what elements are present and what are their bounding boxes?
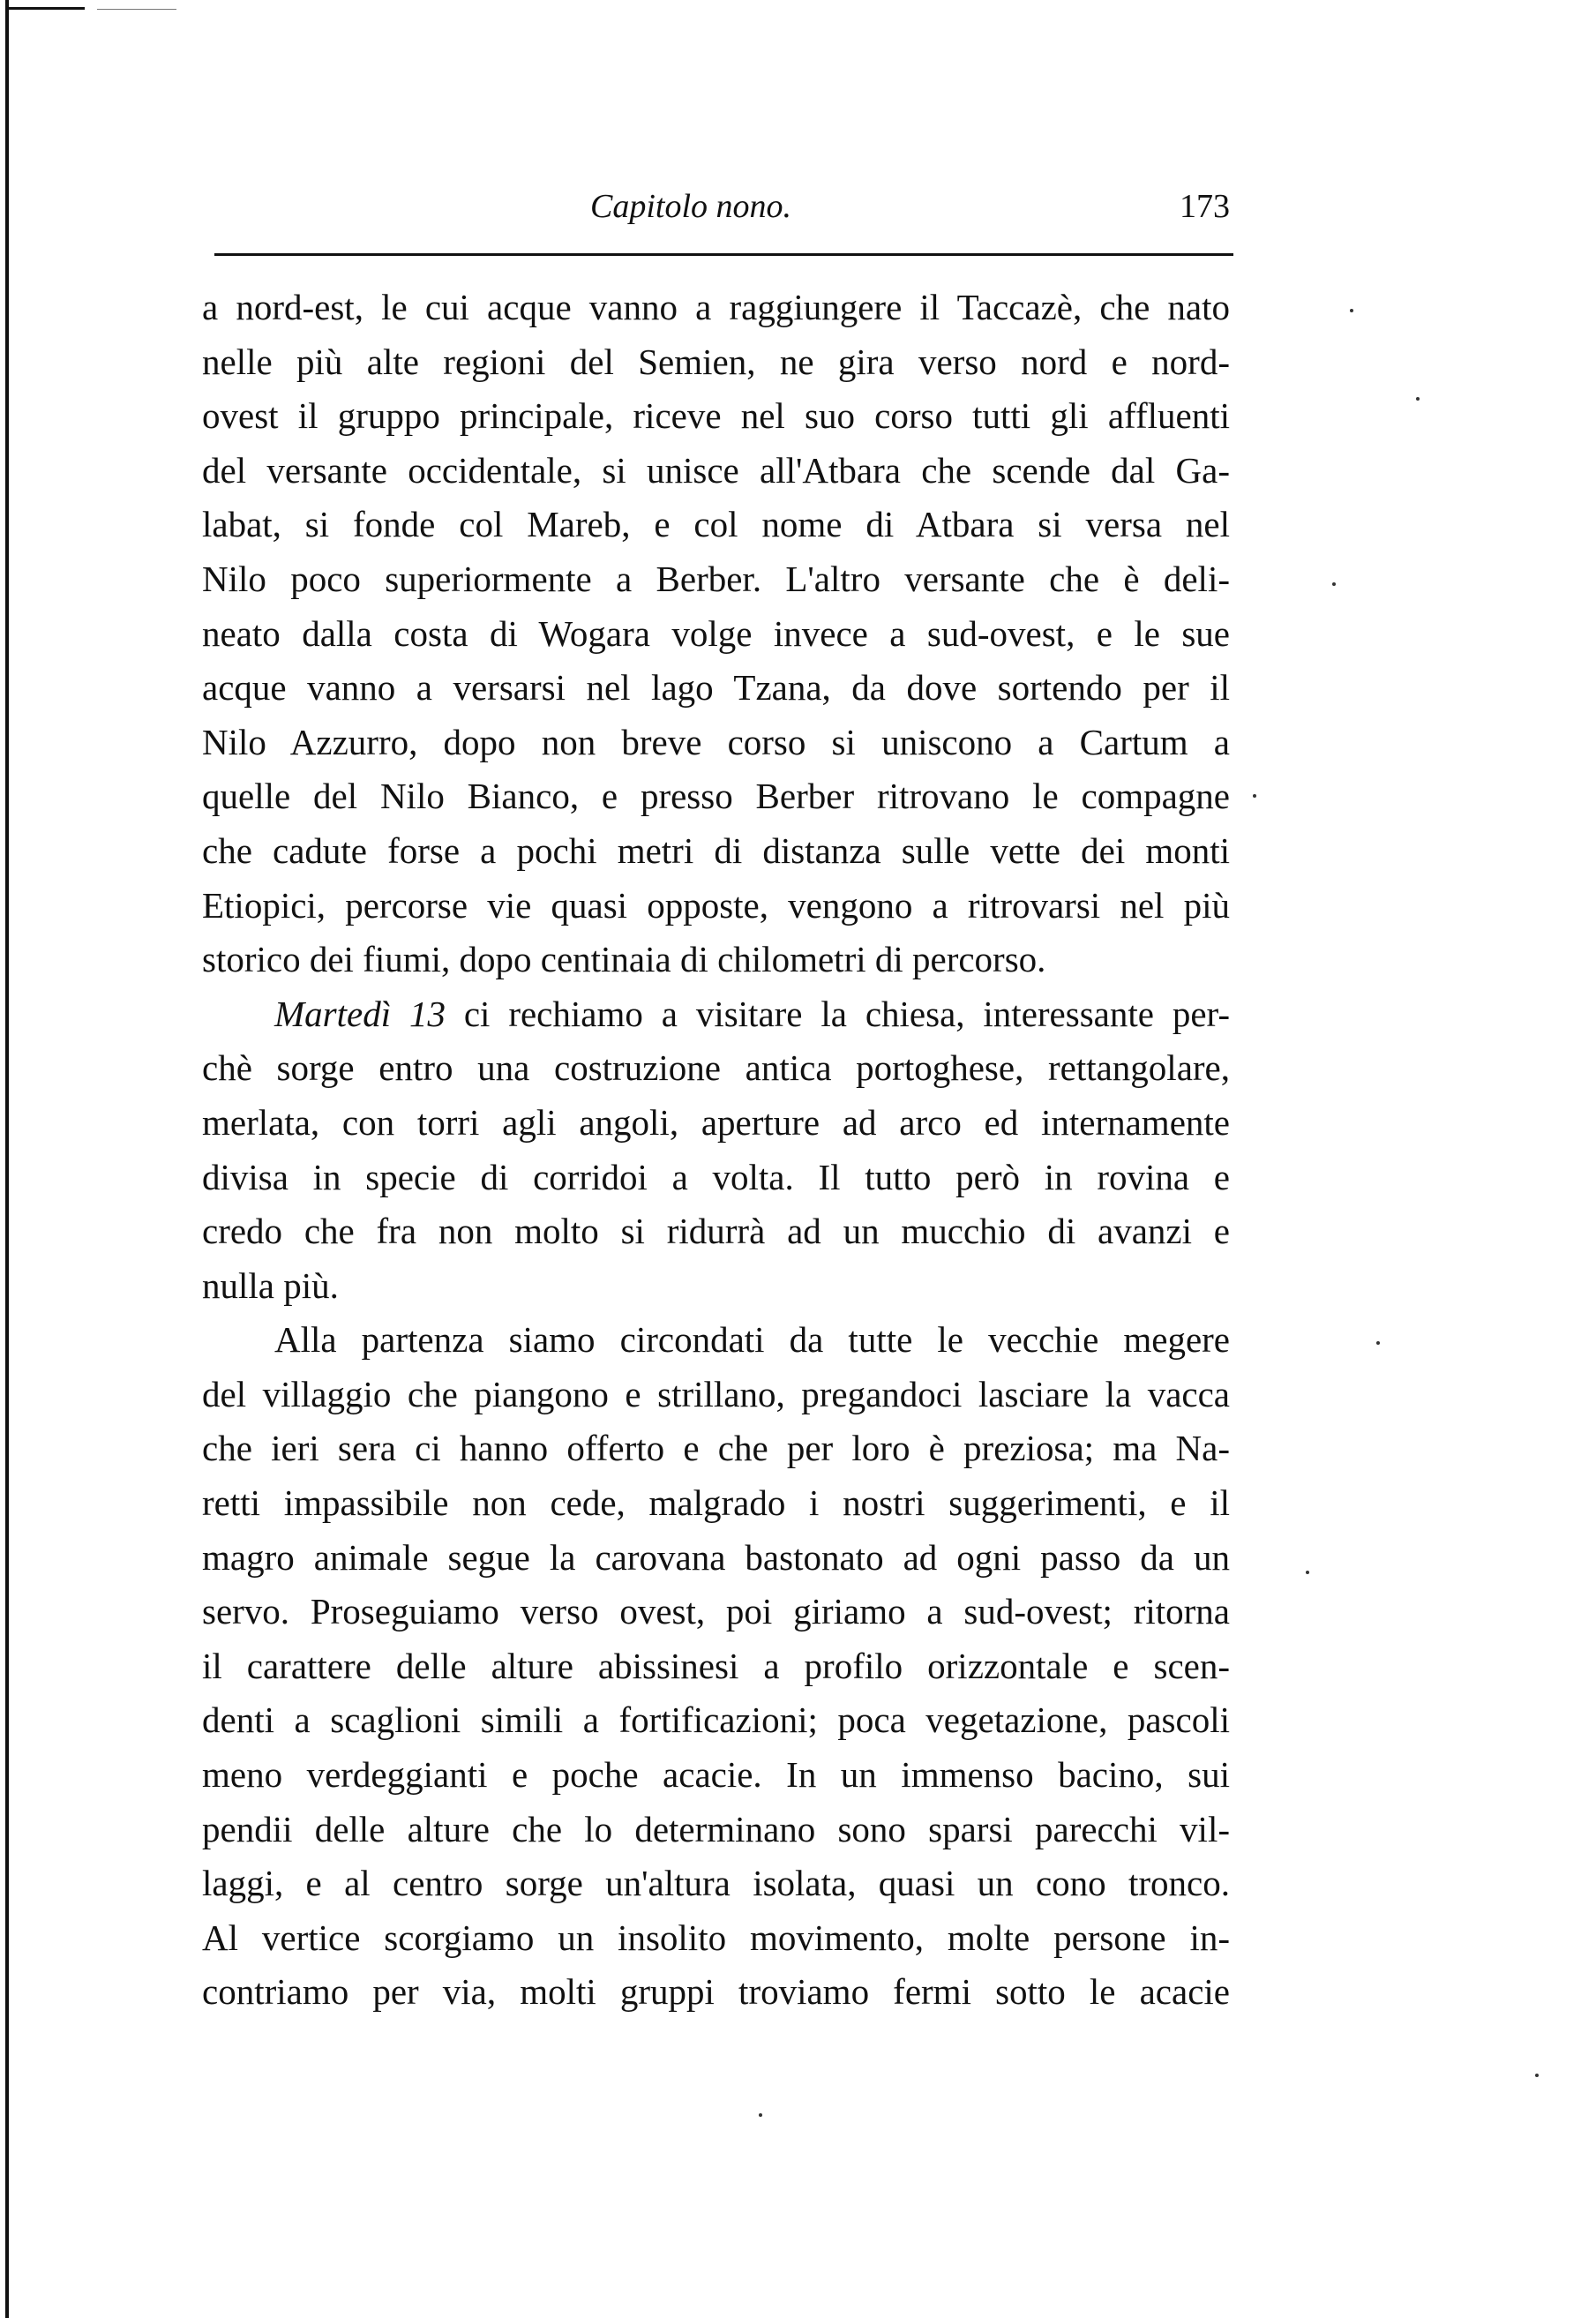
text-line: nulla più.: [202, 1264, 339, 1306]
text-line: neato dalla costa di Wogara volge invece a sud-ovest, e le sue: [202, 612, 1230, 654]
text-line: acque vanno a versarsi nel lago Tzana, da dove sortendo per il: [202, 667, 1230, 709]
page-number: 173: [1180, 188, 1230, 225]
text-line: il carattere delle alture abissinesi a profilo orizzontale e scen-: [202, 1645, 1230, 1686]
text-line: chè sorge entro una costruzione antica portoghese, rettangolare,: [202, 1047, 1230, 1089]
text-line: storico dei fiumi, dopo centinaia di chilometri di percorso.: [202, 939, 1046, 980]
scan-speck: [1350, 309, 1353, 312]
text-line: magro animale segue la carovana bastonato ad ogni passo da un: [202, 1536, 1230, 1578]
text-line: a nord-est, le cui acque vanno a raggiungere il Taccazè, che nato: [202, 287, 1230, 327]
scan-speck: [1253, 794, 1256, 798]
scan-edge-line: [5, 0, 9, 2318]
text-line: che cadute forse a pochi metri di distanza sulle vette dei monti: [202, 829, 1230, 871]
text-line: che ieri sera ci hanno offerto e che per loro è preziosa; ma Na-: [202, 1428, 1230, 1469]
text-line: divisa in specie di corridoi a volta. Il tutto però in rovina e: [202, 1156, 1230, 1197]
text-line: meno verdeggianti e poche acacie. In un immenso bacino, sui: [202, 1754, 1230, 1796]
text-line: Nilo poco superiormente a Berber. L'altro versante che è deli-: [202, 558, 1230, 599]
text-line: nelle più alte regioni del Semien, ne gira verso nord e nord-: [202, 341, 1230, 382]
text-line: ovest il gruppo principale, riceve nel suo corso tutti gli affluenti: [202, 395, 1230, 437]
text-line: quelle del Nilo Bianco, e presso Berber ritrovano le compagne: [202, 776, 1230, 817]
scan-speck: [1306, 1571, 1309, 1574]
running-header: [202, 187, 1230, 231]
text-line: Alla partenza siamo circondati da tutte le vecchie megere: [274, 1319, 1230, 1361]
text-line: servo. Proseguiamo verso ovest, poi giriamo a sud-ovest; ritorna: [202, 1591, 1230, 1632]
scan-edge-mark: [5, 7, 85, 10]
text-line: del villaggio che piangono e strillano, pregandoci lasciare la vacca: [202, 1373, 1230, 1414]
page-body: [202, 281, 1230, 2020]
text-line: Etiopici, percorse vie quasi opposte, vengono a ritrovarsi nel più: [202, 884, 1230, 926]
text-line: laggi, e al centro sorge un'altura isolata, quasi un cono tronco.: [202, 1863, 1230, 1904]
text-line: retti impassibile non cede, malgrado i nostri suggerimenti, e il: [202, 1482, 1230, 1524]
text-line: credo che fra non molto si ridurrà ad un mucchio di avanzi e: [202, 1211, 1230, 1252]
text-line: contriamo per via, molti gruppi troviamo fermi sotto le acacie: [202, 1971, 1230, 2013]
paragraph: [202, 281, 1230, 987]
paragraph: [202, 987, 1230, 1314]
text-line: Nilo Azzurro, dopo non breve corso si uniscono a Cartum a: [202, 721, 1230, 762]
scan-edge-mark: [97, 9, 176, 10]
text-line: labat, si fonde col Mareb, e col nome di Atbara si versa nel: [202, 504, 1230, 545]
text-line-rest: ci rechiamo a visitare la chiesa, interessante per-: [445, 993, 1231, 1034]
text-line: [202, 987, 1230, 1042]
date-lead: Martedì 13: [274, 993, 446, 1034]
text-line: del versante occidentale, si unisce all'Atbara che scende dal Ga-: [202, 449, 1230, 491]
scan-speck: [1376, 1341, 1380, 1345]
scan-speck: [1332, 582, 1336, 586]
paragraph: [202, 1313, 1230, 2020]
scan-speck: [1535, 2074, 1539, 2077]
header-rule: [214, 253, 1233, 256]
text-line: denti a scaglioni simili a fortificazioni; poca vegetazione, pascoli: [202, 1699, 1230, 1741]
scan-speck: [1416, 397, 1420, 401]
running-title: Capitolo nono.: [590, 188, 792, 225]
scan-speck: [759, 2113, 762, 2117]
text-line: pendii delle alture che lo determinano sono sparsi parecchi vil-: [202, 1808, 1230, 1849]
text-line: merlata, con torri agli angoli, aperture ad arco ed internamente: [202, 1101, 1230, 1143]
text-line: Al vertice scorgiamo un insolito movimento, molte persone in-: [202, 1917, 1230, 1958]
